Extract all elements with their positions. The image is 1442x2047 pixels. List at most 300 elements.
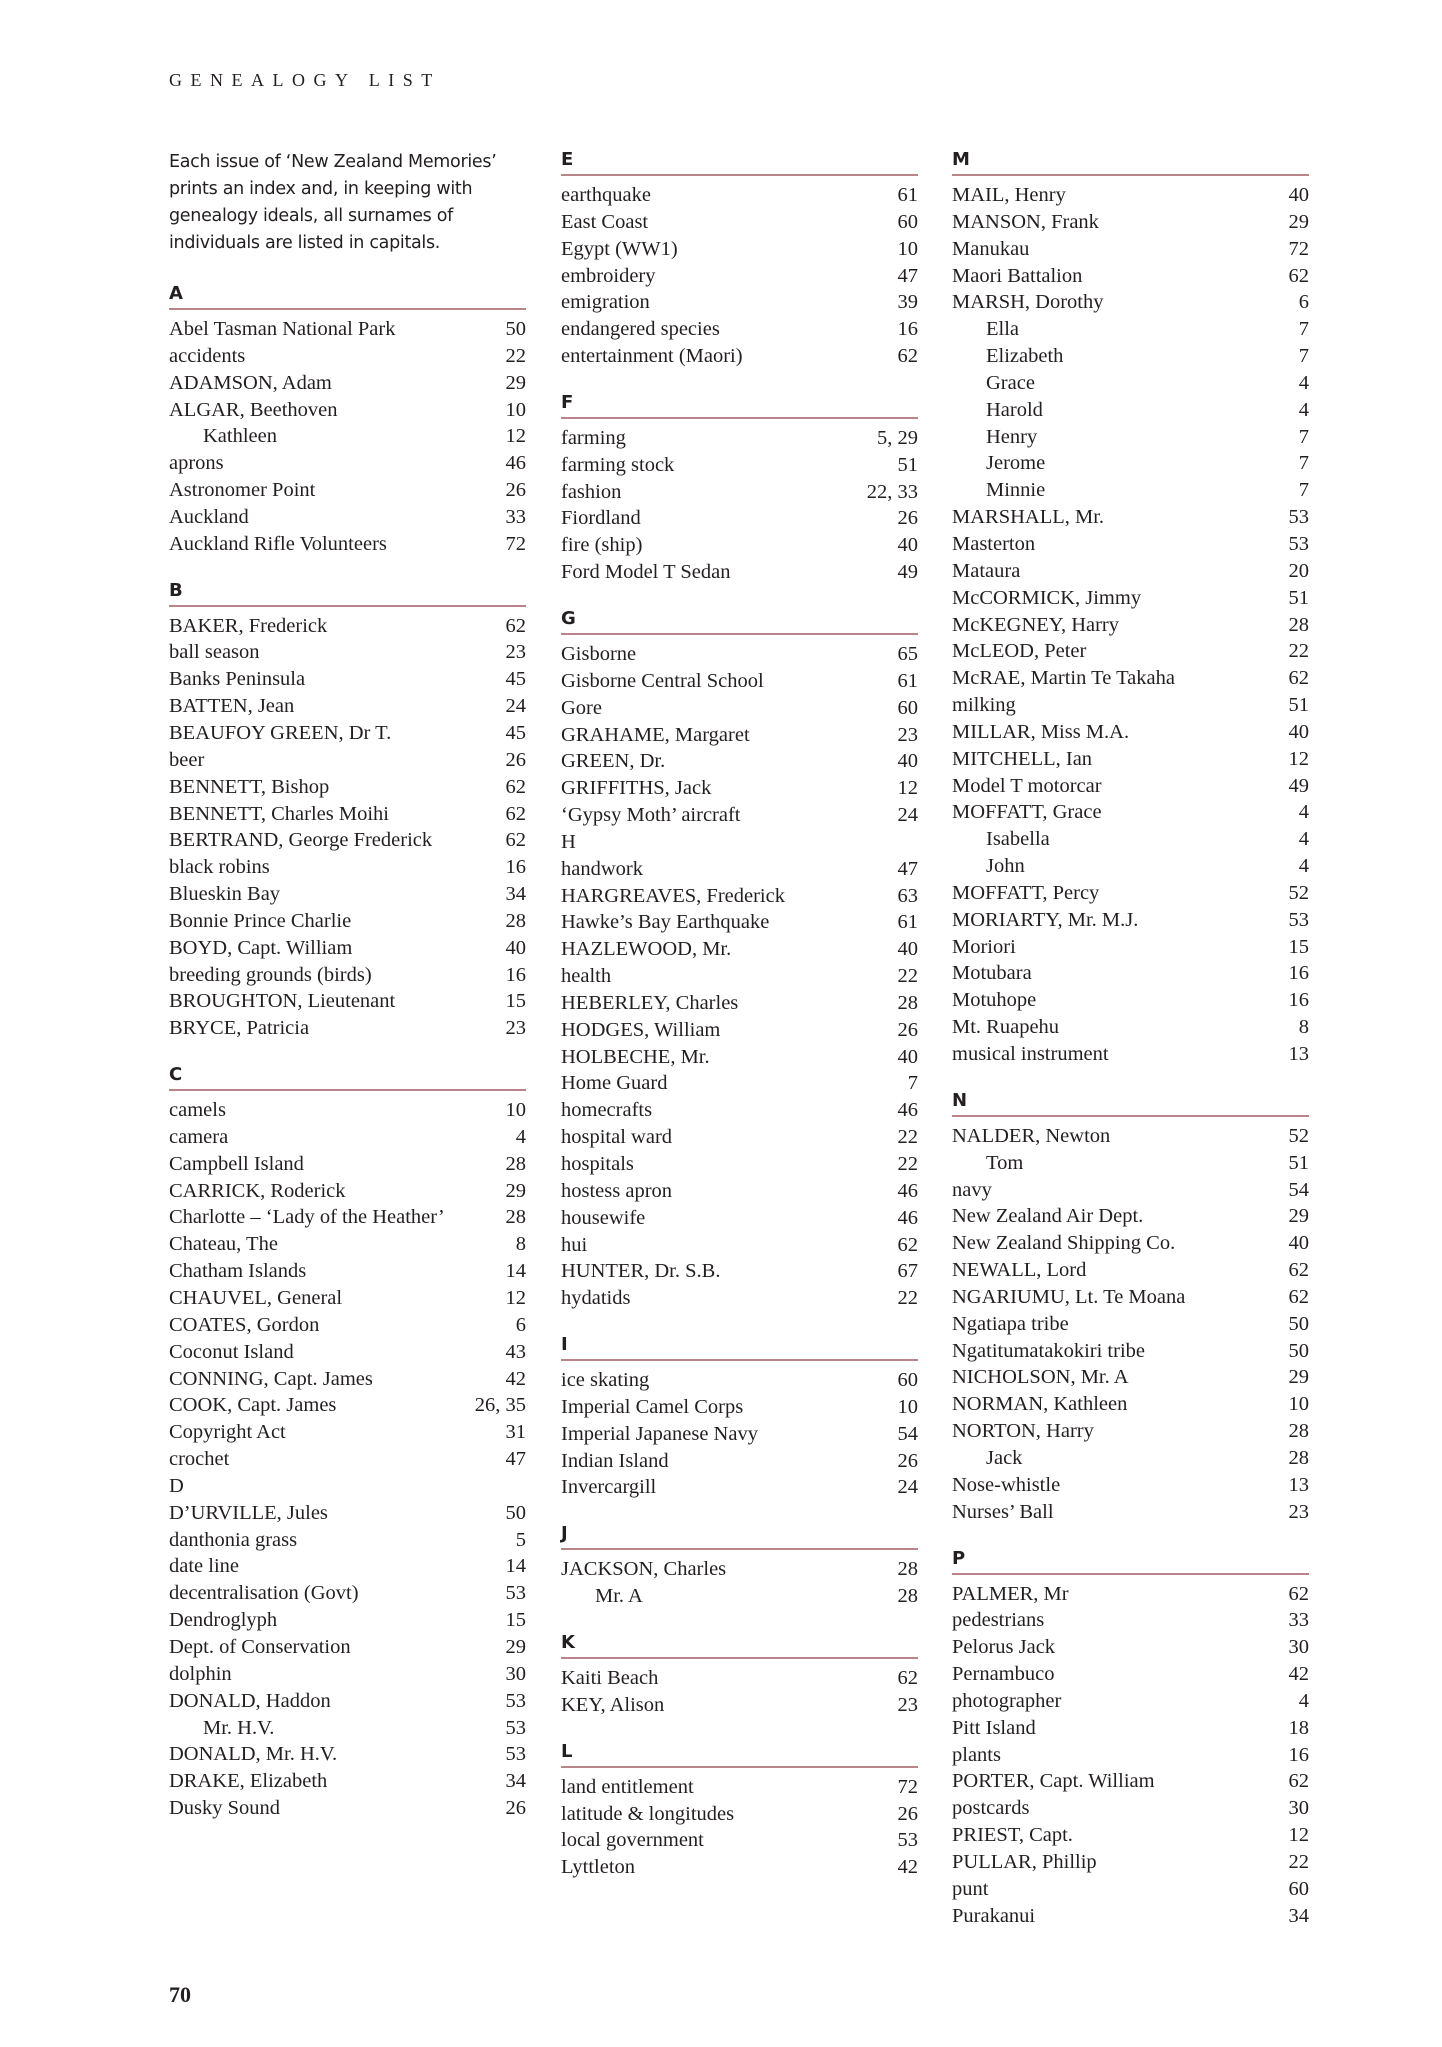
entry-page-ref: 26 bbox=[505, 479, 526, 502]
index-entry bbox=[952, 1581, 1309, 1608]
entry-page-ref: 62 bbox=[505, 829, 526, 852]
entry-term: date line bbox=[169, 1555, 240, 1578]
index-entry bbox=[169, 1527, 526, 1554]
entry-term: CONNING, Capt. James bbox=[169, 1367, 373, 1390]
entry-page-ref: 22 bbox=[1288, 1850, 1309, 1873]
index-entry bbox=[169, 962, 526, 989]
entry-term: accidents bbox=[169, 344, 246, 367]
index-entry bbox=[952, 1123, 1309, 1150]
entry-term: Harold bbox=[986, 398, 1043, 421]
entry-term: Fiordland bbox=[561, 507, 641, 530]
index-entry bbox=[952, 934, 1309, 961]
section-letter-heading: B bbox=[169, 580, 526, 607]
entry-term: Indian Island bbox=[561, 1449, 669, 1472]
entry-term: hospital ward bbox=[561, 1126, 673, 1149]
entry-page-ref: 10 bbox=[897, 237, 918, 260]
entry-page-ref: 29 bbox=[505, 1635, 526, 1658]
entry-term: Blueskin Bay bbox=[169, 883, 281, 906]
entry-page-ref: 26 bbox=[897, 1449, 918, 1472]
index-entry bbox=[169, 504, 526, 531]
entry-term: musical instrument bbox=[952, 1043, 1109, 1065]
entry-page-ref: 60 bbox=[1288, 1877, 1309, 1900]
entry-page-ref: 60 bbox=[897, 210, 918, 233]
entry-page-ref: 30 bbox=[1288, 1797, 1309, 1820]
entry-page-ref: 22 bbox=[1288, 640, 1309, 663]
entry-term: Motubara bbox=[952, 962, 1032, 985]
entry-page-ref: 52 bbox=[1288, 1124, 1309, 1147]
entry-term: MORIARTY, Mr. M.J. bbox=[952, 908, 1139, 931]
entry-page-ref: 54 bbox=[897, 1422, 918, 1445]
index-entry bbox=[952, 826, 1309, 853]
entry-term: McLEOD, Peter bbox=[952, 640, 1087, 663]
entry-term: Nurses’ Ball bbox=[952, 1500, 1054, 1523]
index-entry bbox=[561, 668, 918, 695]
entry-term: MARSHALL, Mr. bbox=[952, 506, 1105, 529]
entry-term: Coconut Island bbox=[169, 1340, 294, 1363]
index-entry bbox=[952, 907, 1309, 934]
index-entry bbox=[561, 1583, 918, 1610]
entry-term: Jack bbox=[986, 1446, 1023, 1469]
entry-page-ref: 50 bbox=[1288, 1339, 1309, 1362]
index-entry bbox=[952, 880, 1309, 907]
entry-term: Masterton bbox=[952, 532, 1036, 555]
entry-term: D’URVILLE, Jules bbox=[169, 1501, 328, 1524]
entry-term: PORTER, Capt. William bbox=[952, 1770, 1155, 1793]
entry-page-ref: 4 bbox=[1298, 1689, 1309, 1712]
index-entry bbox=[169, 1634, 526, 1661]
entry-page-ref: 53 bbox=[505, 1743, 526, 1766]
entry-page-ref: 34 bbox=[505, 883, 526, 906]
entry-term: endangered species bbox=[561, 318, 720, 341]
index-section-n bbox=[952, 1090, 1309, 1526]
index-entry bbox=[561, 1017, 918, 1044]
index-entry bbox=[952, 773, 1309, 800]
entry-term: HAZLEWOOD, Mr. bbox=[561, 938, 732, 961]
entry-page-ref: 16 bbox=[1288, 1743, 1309, 1766]
entry-term: Lyttleton bbox=[561, 1856, 636, 1879]
entry-term: CARRICK, Roderick bbox=[169, 1179, 346, 1202]
entry-page-ref: 23 bbox=[1288, 1500, 1309, 1523]
index-entry bbox=[561, 316, 918, 343]
entry-term: Model T motorcar bbox=[952, 774, 1102, 797]
entry-term: Ngatiapa tribe bbox=[952, 1312, 1069, 1335]
entry-term: breeding grounds (birds) bbox=[169, 963, 372, 986]
entry-page-ref: 7 bbox=[1298, 318, 1309, 341]
entry-term: black robins bbox=[169, 856, 270, 879]
index-entry bbox=[561, 532, 918, 559]
index-entry bbox=[952, 424, 1309, 451]
entry-page-ref: 16 bbox=[1288, 962, 1309, 985]
index-entry bbox=[952, 1688, 1309, 1715]
index-entry bbox=[561, 452, 918, 479]
index-entry bbox=[561, 1474, 918, 1501]
index-entry bbox=[952, 370, 1309, 397]
entry-page-ref: 60 bbox=[897, 696, 918, 719]
index-entry bbox=[169, 988, 526, 1015]
index-entry bbox=[169, 693, 526, 720]
entry-page-ref: 62 bbox=[1288, 667, 1309, 690]
entry-term: local government bbox=[561, 1829, 704, 1852]
entry-term: Mr. A bbox=[595, 1585, 643, 1608]
entry-term: Chateau, The bbox=[169, 1233, 278, 1256]
entry-page-ref: 43 bbox=[505, 1340, 526, 1363]
entry-page-ref: 51 bbox=[1288, 694, 1309, 717]
index-entry bbox=[952, 1634, 1309, 1661]
entry-term: plants bbox=[952, 1743, 1001, 1766]
entry-term: Hawke’s Bay Earthquake bbox=[561, 911, 770, 934]
entry-term: BROUGHTON, Lieutenant bbox=[169, 990, 396, 1013]
entry-term: hospitals bbox=[561, 1153, 634, 1175]
entry-page-ref: 40 bbox=[897, 938, 918, 961]
index-entry bbox=[169, 1419, 526, 1446]
index-entry bbox=[561, 1258, 918, 1285]
index-entry bbox=[952, 1768, 1309, 1795]
index-entry bbox=[952, 477, 1309, 504]
index-entry bbox=[561, 263, 918, 290]
index-entry bbox=[952, 692, 1309, 719]
entry-page-ref: 40 bbox=[1288, 720, 1309, 743]
index-entry bbox=[169, 1178, 526, 1205]
entry-term: pedestrians bbox=[952, 1609, 1045, 1632]
index-entry bbox=[561, 559, 918, 586]
index-entry bbox=[561, 479, 918, 506]
entry-term: hydatids bbox=[561, 1287, 631, 1310]
index-entry bbox=[169, 1661, 526, 1688]
index-entry bbox=[952, 1822, 1309, 1849]
entry-term: Home Guard bbox=[561, 1072, 668, 1095]
section-letter-heading: N bbox=[952, 1090, 1309, 1117]
entry-page-ref: 50 bbox=[505, 318, 526, 340]
entry-term: Campbell Island bbox=[169, 1152, 304, 1175]
entry-page-ref: 4 bbox=[1298, 855, 1309, 878]
entry-page-ref: 62 bbox=[1288, 1259, 1309, 1282]
entry-term: MANSON, Frank bbox=[952, 210, 1099, 233]
index-entry bbox=[952, 263, 1309, 290]
entry-page-ref: 54 bbox=[1288, 1178, 1309, 1201]
entry-page-ref: 8 bbox=[1298, 1016, 1309, 1039]
entry-page-ref: 28 bbox=[897, 1558, 918, 1581]
index-entry bbox=[561, 1205, 918, 1232]
entry-page-ref: 62 bbox=[897, 345, 918, 368]
entry-term: NEWALL, Lord bbox=[952, 1259, 1087, 1282]
entry-term: hui bbox=[561, 1233, 588, 1256]
index-entry bbox=[561, 425, 918, 452]
index-entry bbox=[561, 343, 918, 370]
intro-paragraph: Each issue of ‘New Zealand Memories’ prints an index and, in keeping with genealogy ideals, all surnames of individuals are listed in capitals. bbox=[169, 152, 497, 253]
entry-term: BAKER, Frederick bbox=[169, 614, 328, 637]
index-entry bbox=[169, 1768, 526, 1795]
entry-term: BATTEN, Jean bbox=[169, 695, 295, 718]
entry-page-ref: 4 bbox=[1298, 398, 1309, 421]
index-entry bbox=[169, 1204, 526, 1231]
index-entry bbox=[952, 1795, 1309, 1822]
index-column-3 bbox=[952, 149, 1309, 1951]
index-entry bbox=[169, 1580, 526, 1607]
entry-page-ref: 13 bbox=[1288, 1473, 1309, 1496]
index-entry bbox=[561, 748, 918, 775]
entry-term: Maori Battalion bbox=[952, 264, 1083, 287]
index-entry bbox=[169, 1553, 526, 1580]
entry-page-ref: 29 bbox=[1288, 210, 1309, 233]
entry-term: BOYD, Capt. William bbox=[169, 936, 353, 959]
entry-term: NICHOLSON, Mr. A bbox=[952, 1366, 1129, 1389]
entry-term: ball season bbox=[169, 641, 260, 664]
entry-page-ref: 24 bbox=[897, 804, 918, 827]
entry-term: Minnie bbox=[986, 479, 1046, 502]
page-number: 70 bbox=[169, 1982, 191, 2007]
entry-term: entertainment (Maori) bbox=[561, 345, 743, 368]
entry-term: Imperial Japanese Navy bbox=[561, 1422, 758, 1445]
index-section-a bbox=[169, 283, 526, 558]
index-column-1 bbox=[169, 149, 526, 1844]
entry-term: danthonia grass bbox=[169, 1528, 298, 1551]
entry-term: beer bbox=[169, 748, 205, 771]
index-entry bbox=[952, 1041, 1309, 1068]
entry-term: New Zealand Air Dept. bbox=[952, 1205, 1144, 1228]
entry-term: MILLAR, Miss M.A. bbox=[952, 720, 1130, 743]
entry-page-ref: 22 bbox=[897, 965, 918, 988]
entry-term: D bbox=[169, 1474, 184, 1497]
index-entry bbox=[952, 1230, 1309, 1257]
entry-term: camels bbox=[169, 1099, 226, 1122]
index-entry bbox=[561, 1232, 918, 1259]
entry-term: homecrafts bbox=[561, 1099, 653, 1122]
entry-term: Motuhope bbox=[952, 989, 1037, 1012]
entry-page-ref: 12 bbox=[505, 425, 526, 448]
index-section-b bbox=[169, 580, 526, 1043]
entry-page-ref: 26 bbox=[505, 1797, 526, 1820]
index-section-c bbox=[169, 1064, 526, 1822]
index-entry bbox=[561, 1124, 918, 1151]
index-entry bbox=[952, 289, 1309, 316]
entry-page-ref: 61 bbox=[897, 911, 918, 934]
index-entry bbox=[169, 1795, 526, 1822]
entry-term: emigration bbox=[561, 291, 650, 314]
entry-term: ALGAR, Beethoven bbox=[169, 398, 338, 421]
index-entry bbox=[169, 531, 526, 558]
entry-page-ref: 62 bbox=[1288, 1582, 1309, 1605]
entry-page-ref: 14 bbox=[505, 1260, 526, 1283]
entry-page-ref: 50 bbox=[1288, 1312, 1309, 1335]
index-entry bbox=[561, 1151, 918, 1178]
entry-term: BRYCE, Patricia bbox=[169, 1017, 310, 1040]
entry-term: embroidery bbox=[561, 264, 656, 287]
entry-term: farming bbox=[561, 426, 626, 449]
entry-page-ref: 12 bbox=[1288, 747, 1309, 770]
section-letter-heading: F bbox=[561, 392, 918, 419]
section-letter-heading: C bbox=[169, 1064, 526, 1091]
index-entry bbox=[952, 1849, 1309, 1876]
entry-term: McCORMICK, Jimmy bbox=[952, 586, 1142, 609]
index-entry bbox=[561, 909, 918, 936]
entry-page-ref: 26 bbox=[897, 507, 918, 530]
index-entry bbox=[952, 665, 1309, 692]
entry-term: Abel Tasman National Park bbox=[169, 318, 396, 340]
entry-term: PULLAR, Phillip bbox=[952, 1850, 1097, 1873]
entry-page-ref: 30 bbox=[505, 1662, 526, 1685]
entry-page-ref: 53 bbox=[1288, 532, 1309, 555]
entry-page-ref: 42 bbox=[505, 1367, 526, 1390]
index-entry bbox=[952, 1311, 1309, 1338]
entry-page-ref: 40 bbox=[505, 936, 526, 959]
entry-page-ref: 4 bbox=[1298, 801, 1309, 824]
index-entry bbox=[561, 209, 918, 236]
entry-term: MOFFATT, Percy bbox=[952, 881, 1100, 904]
entry-page-ref: 6 bbox=[515, 1313, 526, 1336]
entry-term: ‘Gypsy Moth’ aircraft bbox=[561, 804, 741, 827]
entry-term: Egypt (WW1) bbox=[561, 237, 678, 260]
entry-term: HEBERLEY, Charles bbox=[561, 991, 739, 1014]
index-entry bbox=[169, 639, 526, 666]
entry-term: NALDER, Newton bbox=[952, 1124, 1111, 1147]
entry-term: PALMER, Mr bbox=[952, 1582, 1069, 1605]
entry-page-ref: 22, 33 bbox=[866, 480, 918, 503]
running-title: GENEALOGY LIST bbox=[169, 70, 441, 90]
entry-page-ref: 40 bbox=[897, 1045, 918, 1068]
index-entry bbox=[169, 854, 526, 881]
entry-page-ref: 60 bbox=[897, 1369, 918, 1392]
entry-page-ref: 46 bbox=[897, 1099, 918, 1122]
entry-page-ref: 51 bbox=[1288, 586, 1309, 609]
entry-page-ref: 7 bbox=[1298, 425, 1309, 448]
entry-term: ice skating bbox=[561, 1369, 650, 1392]
index-entry bbox=[561, 1044, 918, 1071]
index-entry bbox=[561, 1448, 918, 1475]
entry-page-ref: 62 bbox=[505, 614, 526, 637]
entry-page-ref: 16 bbox=[505, 963, 526, 986]
entry-term: Mt. Ruapehu bbox=[952, 1016, 1060, 1039]
entry-term: DRAKE, Elizabeth bbox=[169, 1770, 328, 1793]
index-entry bbox=[561, 1070, 918, 1097]
index-entry bbox=[561, 1367, 918, 1394]
entry-page-ref: 28 bbox=[1288, 613, 1309, 636]
entry-term: fashion bbox=[561, 480, 622, 503]
entry-page-ref: 29 bbox=[505, 371, 526, 394]
entry-term: GREEN, Dr. bbox=[561, 750, 666, 773]
entry-page-ref: 53 bbox=[1288, 506, 1309, 529]
section-letter-heading: L bbox=[561, 1741, 918, 1768]
entry-page-ref: 28 bbox=[897, 991, 918, 1014]
entry-term: Kathleen bbox=[203, 425, 277, 448]
entry-term: NORTON, Harry bbox=[952, 1420, 1094, 1443]
entry-page-ref: 72 bbox=[1288, 237, 1309, 260]
index-entry bbox=[169, 1015, 526, 1042]
index-section-m bbox=[952, 149, 1309, 1068]
index-entry bbox=[561, 1801, 918, 1828]
index-entry bbox=[169, 935, 526, 962]
index-entry bbox=[952, 1014, 1309, 1041]
entry-term: Charlotte – ‘Lady of the Heather’ bbox=[169, 1206, 445, 1229]
entry-term: milking bbox=[952, 694, 1016, 717]
index-entry bbox=[561, 829, 918, 856]
index-entry bbox=[561, 505, 918, 532]
entry-page-ref: 16 bbox=[505, 856, 526, 879]
entry-page-ref: 28 bbox=[1288, 1420, 1309, 1443]
index-entry bbox=[952, 1499, 1309, 1526]
index-entry bbox=[561, 1665, 918, 1692]
entry-term: COATES, Gordon bbox=[169, 1313, 320, 1336]
entry-page-ref: 28 bbox=[897, 1585, 918, 1608]
entry-page-ref: 22 bbox=[897, 1153, 918, 1175]
entry-page-ref: 20 bbox=[1288, 559, 1309, 582]
entry-page-ref: 16 bbox=[1288, 989, 1309, 1012]
index-entry bbox=[561, 1394, 918, 1421]
entry-page-ref: 10 bbox=[505, 398, 526, 421]
entry-term: Gisborne Central School bbox=[561, 669, 764, 692]
entry-term: East Coast bbox=[561, 210, 649, 233]
entry-page-ref: 4 bbox=[515, 1125, 526, 1148]
entry-page-ref: 15 bbox=[1288, 935, 1309, 958]
index-entry bbox=[561, 856, 918, 883]
index-entry bbox=[169, 397, 526, 424]
entry-page-ref: 34 bbox=[505, 1770, 526, 1793]
entry-page-ref: 29 bbox=[1288, 1205, 1309, 1228]
index-column-2 bbox=[561, 149, 918, 1903]
entry-page-ref: 62 bbox=[897, 1666, 918, 1689]
entry-page-ref: 8 bbox=[515, 1233, 526, 1256]
entry-page-ref: 61 bbox=[897, 669, 918, 692]
index-entry bbox=[952, 343, 1309, 370]
entry-term: Dept. of Conservation bbox=[169, 1635, 351, 1658]
section-letter-heading: P bbox=[952, 1548, 1309, 1575]
entry-page-ref: 5 bbox=[515, 1528, 526, 1551]
entry-term: Kaiti Beach bbox=[561, 1666, 659, 1689]
entry-page-ref: 53 bbox=[897, 1829, 918, 1852]
entry-term: DONALD, Haddon bbox=[169, 1689, 331, 1712]
index-entry bbox=[561, 802, 918, 829]
index-entry bbox=[561, 641, 918, 668]
entry-term: handwork bbox=[561, 857, 643, 880]
section-letter-heading: E bbox=[561, 149, 918, 176]
entry-page-ref: 63 bbox=[897, 884, 918, 907]
entry-page-ref: 33 bbox=[505, 505, 526, 528]
entry-term: Henry bbox=[986, 425, 1038, 448]
entry-term: Mataura bbox=[952, 559, 1021, 582]
entry-term: earthquake bbox=[561, 184, 651, 206]
entry-page-ref: 7 bbox=[1298, 452, 1309, 475]
entry-term: PRIEST, Capt. bbox=[952, 1824, 1073, 1847]
index-entry bbox=[169, 1715, 526, 1742]
index-entry bbox=[169, 666, 526, 693]
entry-term: KEY, Alison bbox=[561, 1693, 665, 1716]
entry-term: Copyright Act bbox=[169, 1421, 286, 1444]
entry-page-ref: 40 bbox=[897, 534, 918, 557]
entry-page-ref: 47 bbox=[897, 264, 918, 287]
index-entry bbox=[952, 1445, 1309, 1472]
entry-term: GRIFFITHS, Jack bbox=[561, 777, 712, 800]
entry-page-ref: 65 bbox=[897, 642, 918, 665]
index-entry bbox=[952, 1715, 1309, 1742]
entry-term: New Zealand Shipping Co. bbox=[952, 1232, 1176, 1255]
index-section-i bbox=[561, 1334, 918, 1501]
index-entry bbox=[952, 1177, 1309, 1204]
index-entry bbox=[952, 397, 1309, 424]
index-entry bbox=[952, 450, 1309, 477]
entry-page-ref: 62 bbox=[1288, 1770, 1309, 1793]
entry-page-ref: 28 bbox=[505, 909, 526, 932]
entry-term: Tom bbox=[986, 1151, 1024, 1174]
index-entry bbox=[169, 1366, 526, 1393]
index-entry bbox=[169, 1124, 526, 1151]
entry-page-ref: 13 bbox=[1288, 1043, 1309, 1065]
entry-term: Astronomer Point bbox=[169, 479, 316, 502]
entry-page-ref: 5, 29 bbox=[877, 426, 918, 449]
index-section-j bbox=[561, 1523, 918, 1610]
index-entry bbox=[952, 987, 1309, 1014]
index-entry bbox=[169, 1607, 526, 1634]
entry-term: Isabella bbox=[986, 828, 1050, 851]
index-entry bbox=[952, 1742, 1309, 1769]
